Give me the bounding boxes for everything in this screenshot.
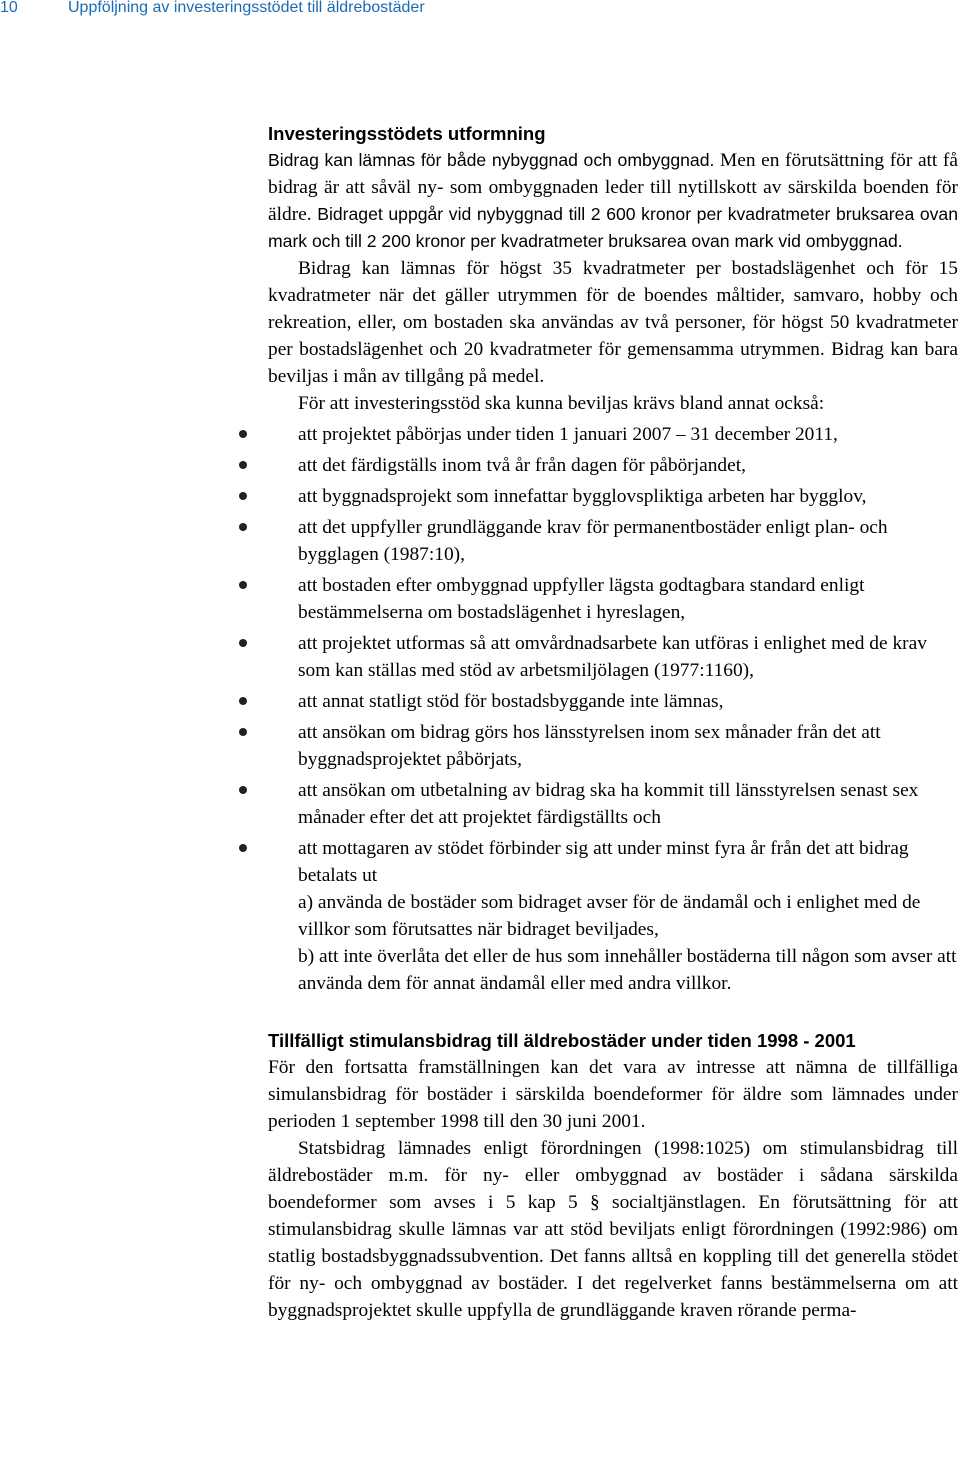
list-item	[268, 630, 958, 684]
paragraph-requirements-intro: För att investeringsstöd ska kunna beviljas krävs bland annat också:	[298, 393, 825, 414]
bullet-icon	[239, 639, 247, 647]
page-body	[268, 120, 958, 1324]
list-item	[268, 688, 958, 715]
list-item	[268, 452, 958, 479]
list-item-text: att bostaden efter ombyggnad uppfyller lägsta godtagbara standard enligt bestämmelserna om bostadslägenhet i hyreslagen,	[298, 575, 865, 623]
paragraph-intro	[268, 147, 958, 255]
list-item-text: att annat statligt stöd för bostadsbyggande inte lämnas,	[298, 691, 724, 712]
list-item-text: att det färdigställs inom två år från dagen för påbörjandet,	[298, 455, 746, 476]
list-item-text: att projektet utformas så att omvårdnadsarbete kan utföras i enlighet med de krav som kan ställas med stöd av arbetsmiljölagen (1977:1160),	[298, 633, 927, 681]
list-item	[268, 421, 958, 448]
section-spacer	[268, 1001, 958, 1027]
section-heading-stimulansbidrag: Tillfälligt stimulansbidrag till äldrebostäder under tiden 1998 - 2001	[268, 1030, 856, 1051]
bullet-icon	[239, 461, 247, 469]
list-item-text: att projektet påbörjas under tiden 1 januari 2007 – 31 december 2011,	[298, 424, 838, 445]
requirements-list	[268, 421, 958, 997]
paragraph-intro-sans-run: Bidrag kan lämnas för både nybyggnad och ombyggnad.	[268, 150, 715, 170]
running-header	[0, 0, 960, 22]
list-item	[268, 572, 958, 626]
bullet-icon	[239, 430, 247, 438]
list-item	[268, 483, 958, 510]
list-item	[268, 514, 958, 568]
list-item-text: att ansökan om utbetalning av bidrag ska ha kommit till länsstyrelsen senast sex månader efter det att projektet färdigställts och	[298, 780, 919, 828]
list-item	[268, 835, 958, 997]
paragraph-statsbidrag: Statsbidrag lämnades enligt förordningen (1998:1025) om stimulansbidrag till äldrebostäder m.m. för ny- eller ombyggnad av bostäder i sådana särskilda boendeformer som avses i 5 kap 5 § socialtjänstlagen. En förutsättning för att stimulansbidrag skulle lämnas var att stöd beviljats enligt förordningen (1992:986) om statlig bostadsbyggnadssubvention. Det fanns alltså en koppling till det generella stödet för ny- och ombyggnad av bostäder. I det regelverket fanns bestämmelserna om att byggnadsprojektet skulle uppfylla de grundläggande kraven rörande perma-	[268, 1138, 958, 1321]
page-number: 10	[0, 0, 18, 16]
list-item	[268, 777, 958, 831]
paragraph-intro-sans-run-2: Bidraget uppgår vid nybyggnad till 2 600 kronor per kvadratmeter bruksarea ovan mark och till 2 200 kronor per kvadratmeter bruksarea ovan mark vid ombyggnad.	[268, 204, 958, 251]
section-heading-investeringsstodets-utformning: Investeringsstödets utformning	[268, 123, 546, 144]
paragraph-area-limits: Bidrag kan lämnas för högst 35 kvadratmeter per bostadslägenhet och för 15 kvadratmeter när det gäller utrymmen för de boendes måltider, samvaro, hobby och rekreation, eller, om bostaden ska användas av två personer, för högst 50 kvadratmeter per bostadslägenhet och 20 kvadratmeter för gemensamma utrymmen. Bidrag kan bara beviljas i mån av tillgång på medel.	[268, 258, 958, 387]
list-item-text: att mottagaren av stödet förbinder sig att under minst fyra år från det att bidrag betalats ut	[298, 838, 909, 886]
bullet-icon	[239, 786, 247, 794]
list-item	[268, 719, 958, 773]
running-header-title: Uppföljning av investeringsstödet till äldrebostäder	[68, 0, 425, 16]
bullet-icon	[239, 492, 247, 500]
list-item-text: att byggnadsprojekt som innefattar bygglovspliktiga arbeten har bygglov,	[298, 486, 867, 507]
list-subitem-b: b) att inte överlåta det eller de hus som innehåller bostäderna till någon som avser att använda dem för annat ändamål eller med andra villkor.	[298, 946, 957, 994]
bullet-icon	[239, 523, 247, 531]
bullet-icon	[239, 728, 247, 736]
bullet-icon	[239, 697, 247, 705]
paragraph-intro-serif-run: Men en förutsättning för att få bidrag är att såväl ny- som ombyggnaden leder till nytillskott av särskilda boenden för äldre.	[268, 150, 958, 225]
list-item-text: att det uppfyller grundläggande krav för permanentbostäder enligt plan- och bygglagen (1987:10),	[298, 517, 888, 565]
bullet-icon	[239, 844, 247, 852]
list-subitem-a: a) använda de bostäder som bidraget avser för de ändamål och i enlighet med de villkor som förutsattes när bidraget beviljades,	[298, 892, 921, 940]
paragraph-stimulans-intro: För den fortsatta framställningen kan det vara av intresse att nämna de tillfälliga simulansbidrag för bostäder i särskilda boendeformer för äldre som lämnades under perioden 1 september 1998 till den 30 juni 2001.	[268, 1057, 958, 1132]
list-item-text: att ansökan om bidrag görs hos länsstyrelsen inom sex månader från det att byggnadsprojektet påbörjats,	[298, 722, 881, 770]
bullet-icon	[239, 581, 247, 589]
